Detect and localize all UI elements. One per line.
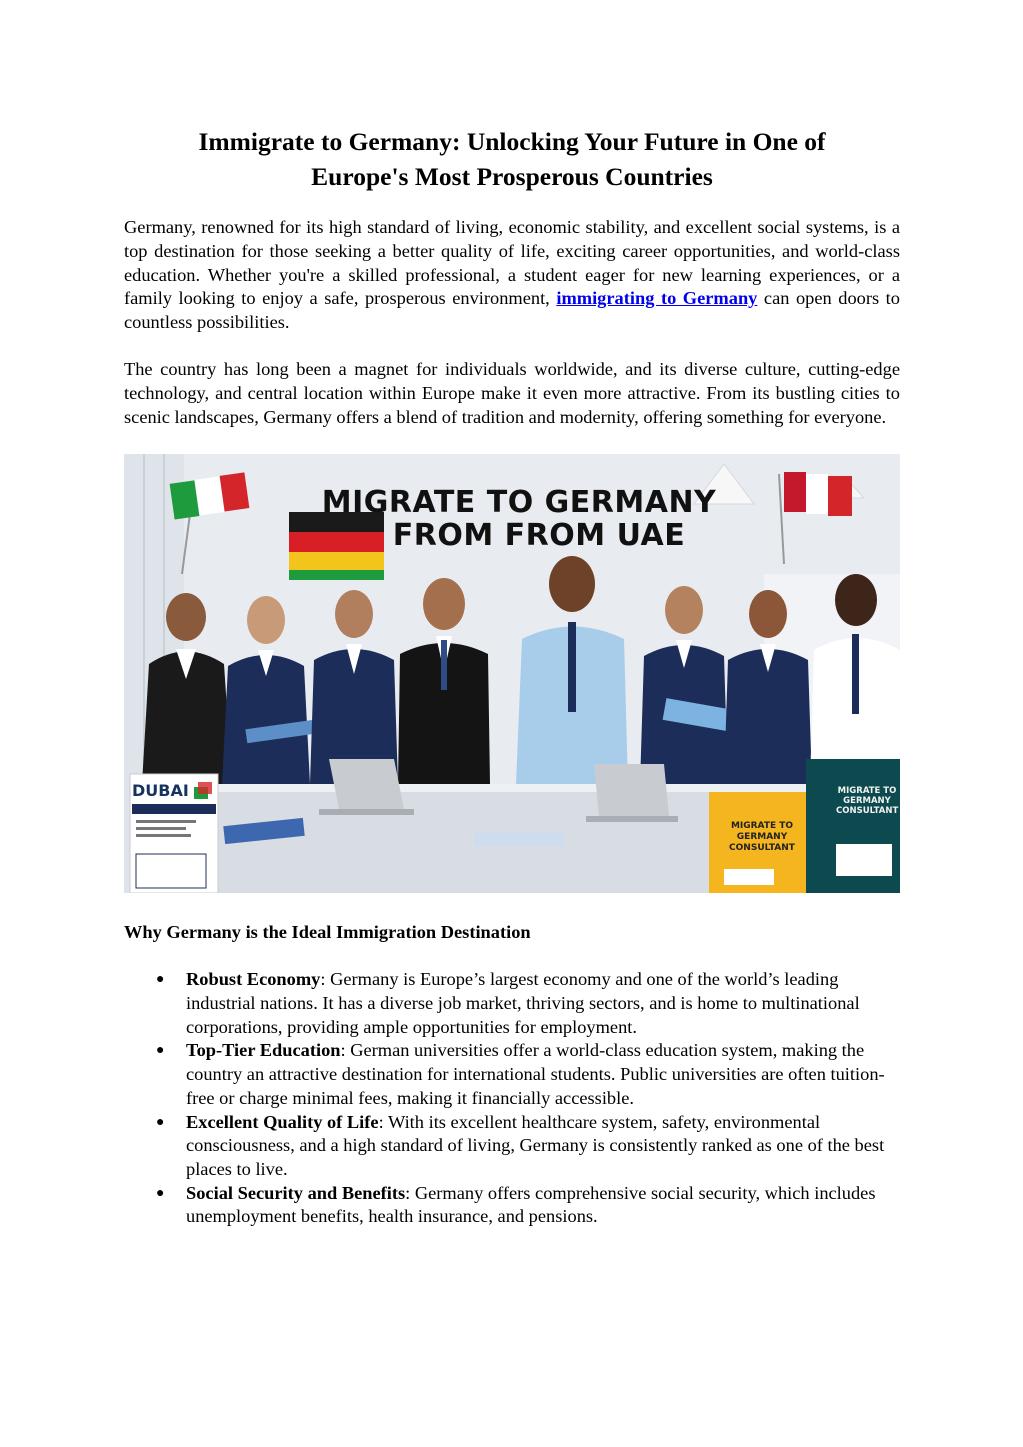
intro-text-before-link: Germany, renowned for its high standard of living, economic stability, and excellent social systems, is a top destination for those seeking a better quality of life, exciting career opportunities, and world-class education. Whether you're a skilled professional, a student eager for new learning experiences, or a family looking to enjoy a safe, prosperous environment,: [124, 217, 900, 309]
yellow-book-text: MIGRATE TO GERMANY CONSULTANT: [729, 821, 795, 854]
list-item: [124, 1182, 900, 1229]
teal-book-text: MIGRATE TO GERMANY CONSULTANT: [836, 786, 899, 817]
bullet-icon: ●: [156, 1114, 165, 1130]
intro-text-after-link: can open doors to countless possibilities.: [124, 288, 900, 333]
benefit-text: : With its excellent healthcare system, safety, environmental consciousness, and a high standard of living, Germany is consistently ranked as one of the best places to live.: [186, 1111, 885, 1179]
dubai-sign-text: DUBAI: [132, 781, 189, 801]
culture-paragraph: The country has long been a magnet for individuals worldwide, and its diverse culture, cutting-edge technology, and central location within Europe make it even more attractive. From its bustling cities to scenic landscapes, Germany offers a blend of tradition and modernity, offering something for everyone.: [124, 358, 900, 427]
hero-headline-line2: FROM FROM UAE: [392, 518, 686, 554]
bullet-icon: ●: [156, 1043, 165, 1059]
hero-headline: [304, 486, 734, 552]
list-item: [124, 968, 900, 1039]
laptop-icon-2: [586, 764, 678, 822]
benefit-label: Social Security and Benefits: [186, 1182, 406, 1203]
bullet-icon: ●: [156, 1185, 165, 1201]
section-heading: Why Germany is the Ideal Immigration Destination: [124, 922, 531, 943]
benefit-label: Top-Tier Education: [186, 1040, 341, 1061]
page-title: Immigrate to Germany: Unlocking Your Future in One of Europe's Most Prosperous Countries: [198, 127, 826, 191]
benefit-label: Excellent Quality of Life: [186, 1111, 379, 1132]
teal-consultant-book: [806, 759, 900, 893]
benefit-text: : Germany is Europe’s largest economy and one of the world’s leading industrial nations. It has a diverse job market, thriving sectors, and is home to multinational corporations, providing ample opportunities for employment.: [186, 969, 860, 1037]
immigrating-to-germany-link[interactable]: immigrating to Germany: [556, 288, 758, 309]
benefit-label: Robust Economy: [186, 969, 321, 990]
hero-headline-line1: MIGRATE TO GERMANY: [321, 485, 717, 521]
list-item: [124, 1039, 900, 1110]
document-page: [124, 0, 900, 1229]
benefits-list: [124, 968, 900, 1229]
benefit-text: : German universities offer a world-class education system, making the country an attractive destination for international students. Public universities are often tuition-free or charge minimal fees, making it financially accessible.: [186, 1040, 885, 1108]
list-item: [124, 1111, 900, 1182]
bullet-icon: ●: [156, 972, 165, 988]
hero-image: [124, 454, 900, 893]
intro-paragraph: [124, 216, 900, 335]
benefit-text: : Germany offers comprehensive social security, which includes unemployment benefits, health insurance, and pensions.: [186, 1182, 876, 1227]
